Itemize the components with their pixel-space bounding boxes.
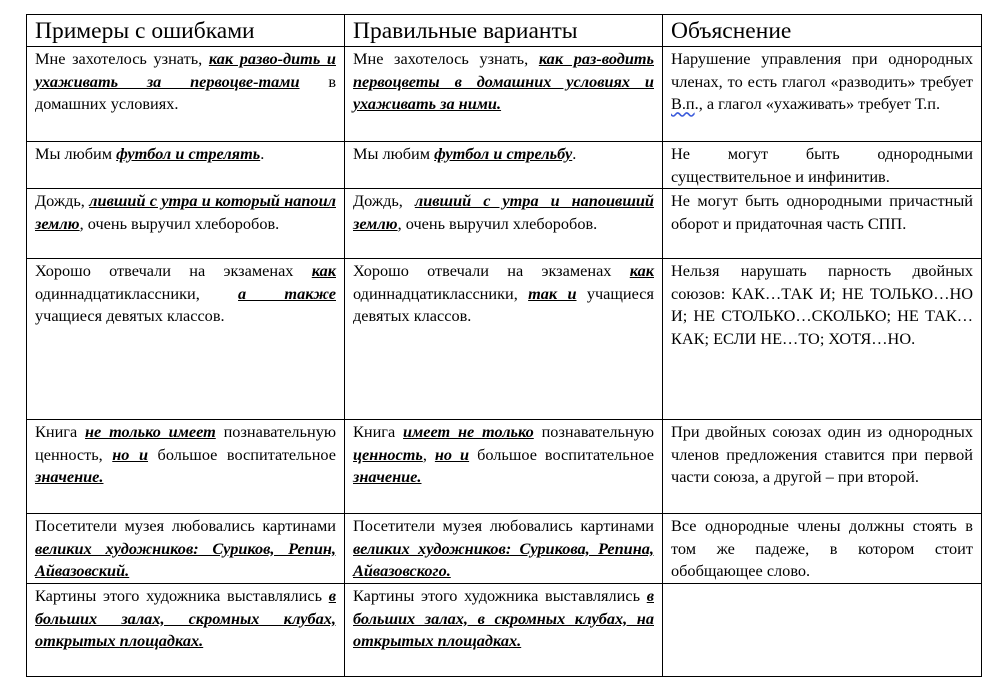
explanation-cell [663,514,982,584]
table-row [27,514,982,584]
spellcheck-underlined-text: В.п [671,94,695,114]
grammar-table [26,14,982,677]
correct-variant-cell [345,420,663,514]
correct-variant-cell [345,189,663,259]
text-fragment: Книга [353,422,404,442]
text-fragment: Мы любим [353,144,435,163]
table-row [27,584,982,677]
table-row [27,259,982,420]
correct-variant-cell [345,142,663,189]
highlighted-fragment: ливший с утра и который напоил землю [35,191,336,233]
text-fragment: Картины этого художника выставлялись [35,586,329,606]
highlighted-fragment: ценность [353,444,423,464]
highlighted-fragment: а также [238,283,336,303]
highlighted-fragment: футбол и стрельбу [434,144,573,163]
correct-variant-cell [345,584,663,677]
highlighted-fragment: футбол и стрелять [116,144,261,163]
explanation-cell [663,189,982,259]
text-fragment: , очень выручил хлеборобов. [79,213,280,233]
text-fragment: Посетители музея любовались картинами [353,516,654,536]
text-fragment: Мне захотелось узнать, [353,49,539,68]
text-fragment: Дождь, [353,191,415,211]
text-fragment: учащиеся девятых классов. [353,283,654,326]
wrong-example-cell [27,259,345,420]
text-fragment: Хорошо отвечали на экзаменах [35,261,312,281]
explanation-cell [663,47,982,142]
wrong-example-cell [27,514,345,584]
wrong-example-cell [27,189,345,259]
wrong-example-cell [27,420,345,514]
text-fragment: большое воспитательное [469,444,654,464]
text-fragment: познавательную ценность, [35,422,337,464]
highlighted-fragment: так и [528,283,577,303]
table-row [27,420,982,514]
highlighted-fragment: как [629,261,654,281]
explanation-cell [663,142,982,189]
explanation-cell [663,420,982,514]
text-fragment: Все однородные члены должны стоять в том же падеже, в котором стоит обобщающее слово. [671,516,973,581]
text-fragment: Дождь, [35,191,90,211]
text-fragment: в домашних условиях. [35,71,337,114]
text-fragment: Хорошо отвечали на экзаменах [353,261,630,281]
text-fragment: Книга [35,422,86,442]
text-fragment: При двойных союзах один из однородных членов предложения ставится при первой части союза, а другой – при второй. [671,422,973,487]
header-correct-variants: Правильные варианты [345,15,663,47]
correct-variant-cell [345,259,663,420]
text-fragment: Не могут быть однородными существительное и инфинитив. [671,144,973,186]
highlighted-fragment: но и [434,444,470,464]
text-fragment: Мы любим [35,144,117,163]
text-fragment: ., а глагол «ухаживать» требует Т.п. [694,94,941,114]
text-fragment: одиннадцатиклассники, [353,283,529,303]
table-row [27,47,982,142]
table-row [27,142,982,189]
highlighted-fragment: но и [112,444,149,464]
text-fragment: Картины этого художника выставлялись [353,586,647,606]
explanation-cell [663,584,982,677]
text-fragment: Мне захотелось узнать, [35,49,209,68]
explanation-cell [663,259,982,420]
highlighted-fragment: ливший с утра и напоивший землю [353,191,654,233]
highlighted-fragment: как раз-водить первоцветы в домашних условиях и ухаживать за ними. [353,49,654,114]
wrong-example-cell [27,142,345,189]
correct-variant-cell [345,47,663,142]
highlighted-fragment: в больших залах, в скромных клубах, на открытых площадках. [353,586,654,651]
header-wrong-examples: Примеры с ошибками [27,15,345,47]
header-row [27,15,982,47]
text-fragment: , очень выручил хлеборобов. [397,213,598,233]
highlighted-fragment: как [311,261,336,281]
highlighted-fragment: значение. [353,467,422,487]
highlighted-fragment: великих художников: Суриков, Репин, Айвазовский. [35,538,336,581]
text-fragment: Посетители музея любовались картинами [35,516,336,536]
text-fragment: познавательную [533,422,655,442]
text-fragment: , [422,444,435,464]
text-fragment: Нарушение управления при однородных членах, то есть глагол «разводить» требует [671,49,973,91]
wrong-example-cell [27,47,345,142]
table-row [27,189,982,259]
highlighted-fragment: имеет не только [403,422,534,442]
highlighted-fragment: как разво-дить и ухаживать за первоцве-тами [35,49,336,91]
highlighted-fragment: в больших залах, скромных клубах, открытых площадках. [35,586,336,651]
text-fragment: Не могут быть однородными причастный оборот и придаточная часть СПП. [671,191,973,233]
correct-variant-cell [345,514,663,584]
text-fragment: Нельзя нарушать парность двойных союзов: КАК…ТАК И; НЕ ТОЛЬКО…НО И; НЕ СТОЛЬКО…СКОЛЬКО; НЕ ТАК…КАК; ЕСЛИ НЕ…ТО; ХОТЯ…НО. [671,261,973,348]
text-fragment: учащиеся девятых классов. [35,306,225,326]
text-fragment: . [260,144,265,163]
highlighted-fragment: великих художников: Сурикова, Репина, Айвазовского. [353,538,654,581]
header-explanation: Объяснение [663,15,982,47]
text-fragment: одиннадцатиклассники, [35,283,239,303]
text-fragment: . [572,144,577,163]
text-fragment: большое воспитательное [148,444,336,464]
highlighted-fragment: не только имеет [85,422,216,442]
highlighted-fragment: значение. [35,467,104,487]
wrong-example-cell [27,584,345,677]
